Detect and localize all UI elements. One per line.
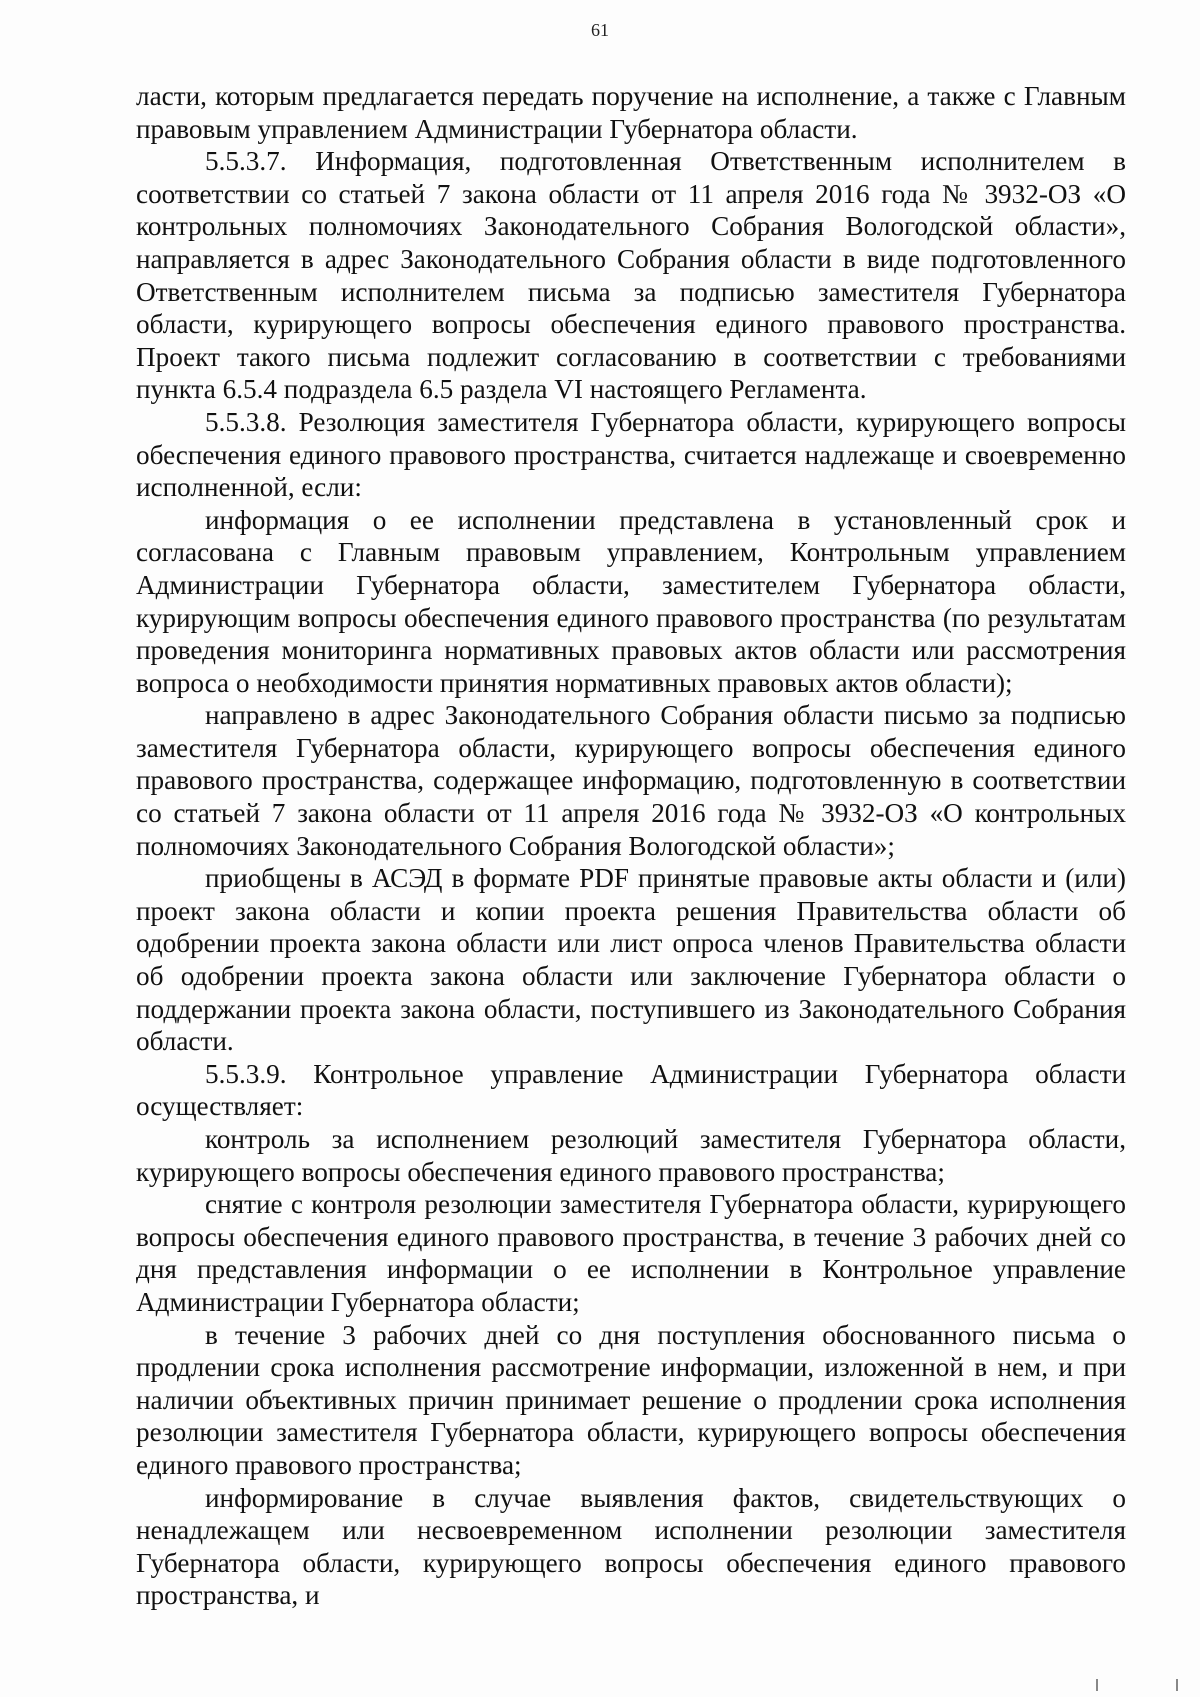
duty-control: контроль за исполнением резолюций заместителя Губернатора области, курирующего вопросы обеспечения единого правового пространства;: [136, 1124, 1126, 1187]
paragraph-5-5-3-8: 5.5.3.8. Резолюция заместителя Губернатора области, курирующего вопросы обеспечения единого правового пространства, считается надлежаще и своевременно исполненной, если:: [136, 406, 1126, 503]
page-number: 61: [591, 20, 609, 40]
document-body: [136, 80, 1126, 1612]
duty-term-extension: в течение 3 рабочих дней со дня поступления обоснованного письма о продлении срока исполнения рассмотрение информации, изложенной в нем, и при наличии объективных причин принимает решение о продлении срока исполнения резолюции заместителя Губернатора области, курирующего вопросы обеспечения единого правового пространства;: [136, 1319, 1126, 1480]
paragraph-5-5-3-9: 5.5.3.9. Контрольное управление Администрации Губернатора области осуществляет:: [136, 1058, 1126, 1122]
paragraph-5-5-3-7: 5.5.3.7. Информация, подготовленная Ответственным исполнителем в соответствии со статьей 7 закона области от 11 апреля 2016 года № 3932-ОЗ «О контрольных полномочиях Законодательного Собрания Вологодской области», направляется в адрес Законодательного Собрания области в виде подготовленного Ответственным исполнителем письма за подписью заместителя Губернатора области, курирующего вопросы обеспечения единого правового пространства. Проект такого письма подлежит согласованию в соответствии с требованиями пункта 6.5.4 подраздела 6.5 раздела VI настоящего Регламента.: [136, 146, 1126, 405]
condition-information-agreed: информация о ее исполнении представлена в установленный срок и согласована с Главным правовым управлением, Контрольным управлением Администрации Губернатора области, заместителем Губернатора области, курирующим вопросы обеспечения единого правового пространства (по результатам проведения мониторинга нормативных правовых актов области или рассмотрения вопроса о необходимости принятия нормативных правовых актов области);: [136, 504, 1126, 698]
duty-removal-from-control: снятие с контроля резолюции заместителя Губернатора области, курирующего вопросы обеспечения единого правового пространства, в течение 3 рабочих дней со дня представления информации о ее исполнении в Контрольное управление Администрации Губернатора области;: [136, 1189, 1126, 1317]
scan-artifact-mark: [1176, 1679, 1178, 1691]
scan-artifact-mark: [1096, 1679, 1098, 1691]
condition-acts-attached: приобщены в АСЭД в формате PDF принятые правовые акты области и (или) проект закона области и копии проекта решения Правительства области об одобрении проекта закона области или лист опроса членов Правительства области об одобрении проекта закона области или заключение Губернатора области о поддержании проекта закона области, поступившего из Законодательного Собрания области.: [136, 863, 1126, 1057]
duty-informing: информирование в случае выявления фактов, свидетельствующих о ненадлежащем или несвоевременном исполнении резолюции заместителя Губернатора области, курирующего вопросы обеспечения единого правового пространства, и: [136, 1482, 1126, 1611]
condition-letter-sent: направлено в адрес Законодательного Собрания области письмо за подписью заместителя Губернатора области, курирующего вопросы обеспечения единого правового пространства, содержащее информацию, подготовленную в соответствии со статьей 7 закона области от 11 апреля 2016 года № 3932-ОЗ «О контрольных полномочиях Законодательного Собрания Вологодской области»;: [136, 700, 1126, 861]
paragraph-continuation: ласти, которым предлагается передать поручение на исполнение, а также с Главным правовым управлением Администрации Губернатора области.: [136, 81, 1126, 144]
